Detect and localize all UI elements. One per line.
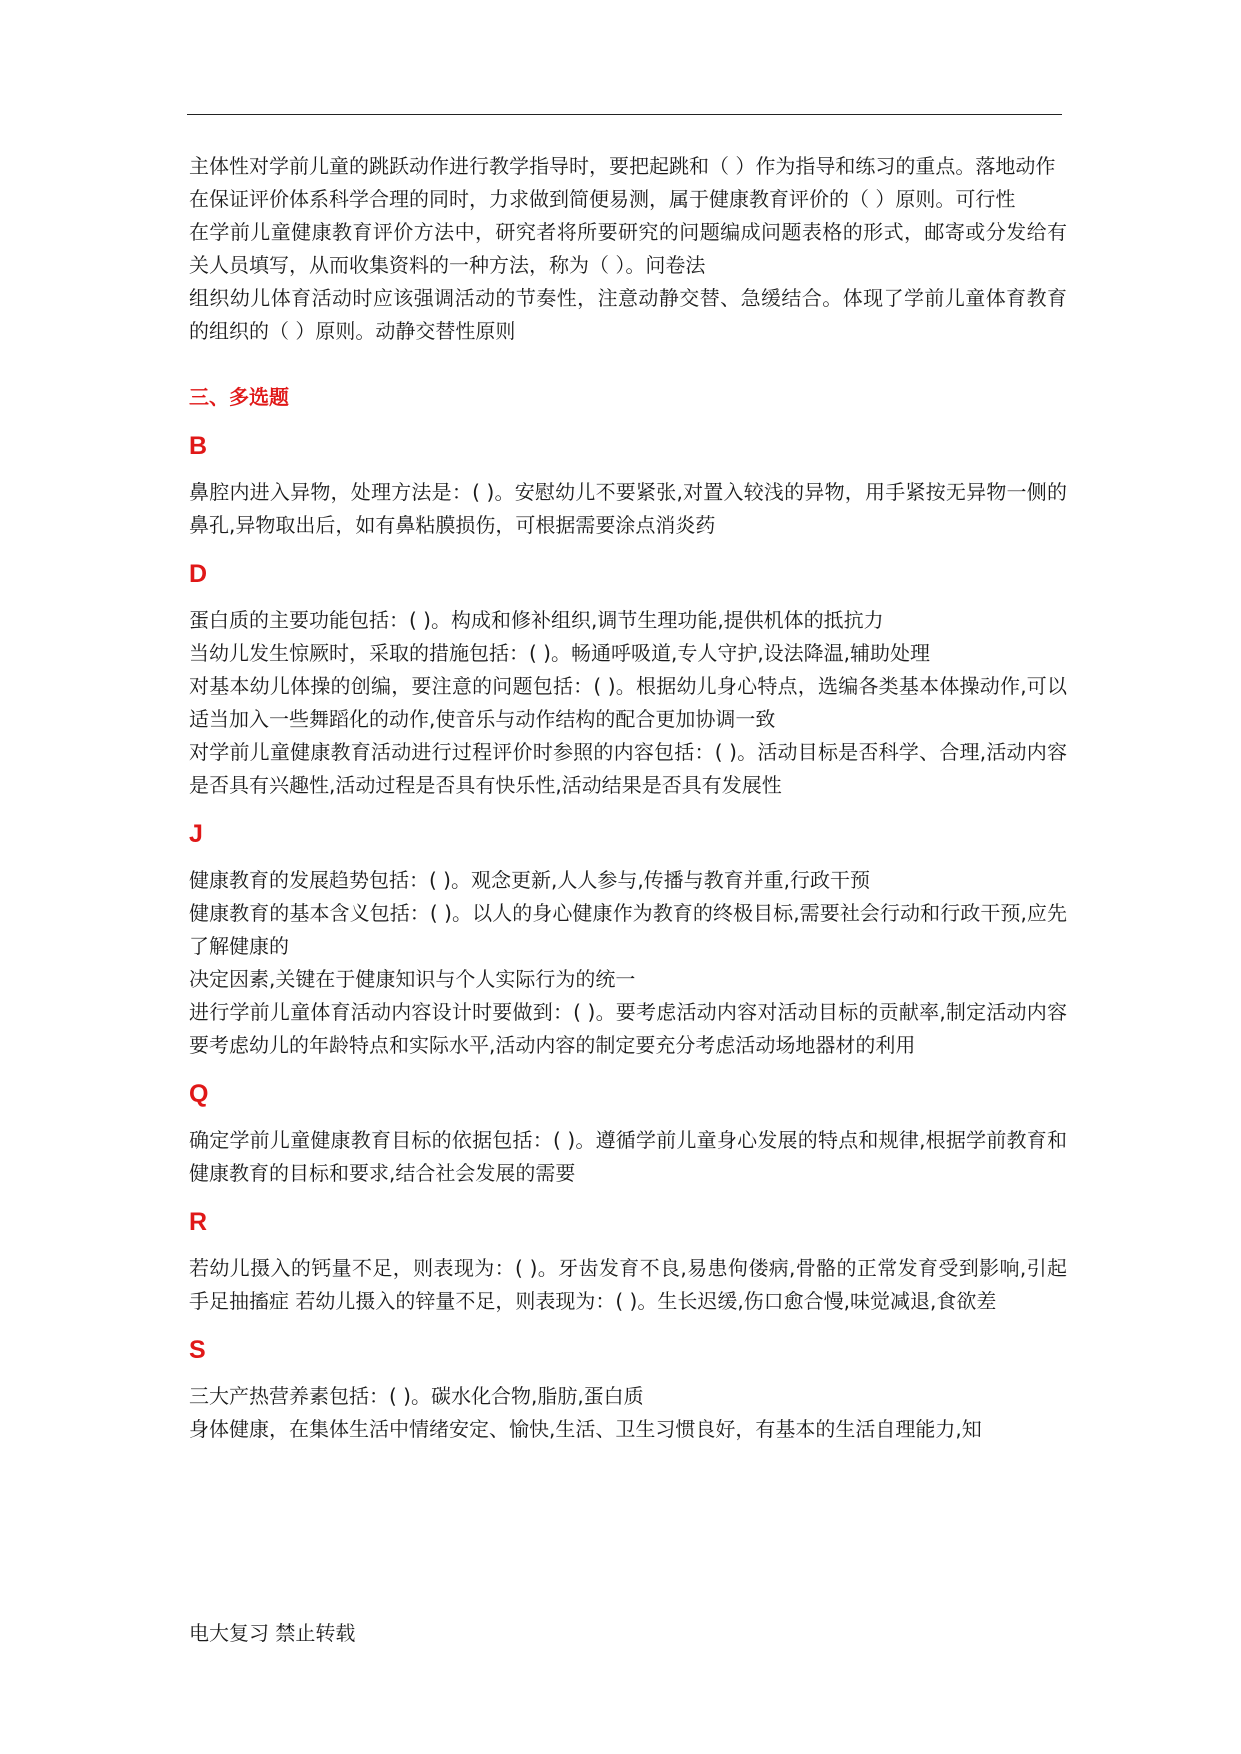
question-item: 对基本幼儿体操的创编，要注意的问题包括：( )。根据幼儿身心特点，选编各类基本体操动作,可以适当加入一些舞蹈化的动作,使音乐与动作结构的配合更加协调一致 xyxy=(189,674,1067,731)
group-letter: J xyxy=(189,820,203,848)
group-d xyxy=(189,559,1067,802)
question-item: 健康教育的基本含义包括：( )。以人的身心健康作为教育的终极目标,需要社会行动和行政干预,应先了解健康的 xyxy=(189,901,1067,958)
question-item: 决定因素,关键在于健康知识与个人实际行为的统一 xyxy=(189,967,636,991)
question-item: 身体健康，在集体生活中情绪安定、愉快,生活、卫生习惯良好，有基本的生活自理能力,知 xyxy=(189,1417,982,1441)
intro-line: 在学前儿童健康教育评价方法中，研究者将所要研究的问题编成问题表格的形式，邮寄或分发给有关人员填写，从而收集资料的一种方法，称为（ ）。问卷法 xyxy=(189,220,1067,277)
question-item: 若幼儿摄入的钙量不足，则表现为：( )。牙齿发育不良,易患佝偻病,骨骼的正常发育受到影响,引起手足抽搐症 若幼儿摄入的锌量不足，则表现为：( )。生长迟缓,伤口愈合慢,味觉减退,食欲差 xyxy=(189,1256,1067,1313)
question-item: 蛋白质的主要功能包括：( )。构成和修补组织,调节生理功能,提供机体的抵抗力 xyxy=(189,608,884,632)
group-letter: R xyxy=(189,1208,208,1236)
question-item: 进行学前儿童体育活动内容设计时要做到：( )。要考虑活动内容对活动目标的贡献率,制定活动内容要考虑幼儿的年龄特点和实际水平,活动内容的制定要充分考虑活动场地器材的利用 xyxy=(189,1000,1067,1057)
group-b xyxy=(189,431,1067,542)
intro-block xyxy=(189,150,1067,348)
section-title: 三、多选题 xyxy=(189,385,289,409)
intro-line: 主体性对学前儿童的跳跃动作进行教学指导时，要把起跳和（ ）作为指导和练习的重点。落地动作 xyxy=(189,154,1056,178)
intro-line: 组织幼儿体育活动时应该强调活动的节奏性，注意动静交替、急缓结合。体现了学前儿童体育教育的组织的（ ）原则。动静交替性原则 xyxy=(189,286,1067,343)
group-letter: S xyxy=(189,1336,206,1364)
header-rule xyxy=(187,114,1062,115)
question-item: 对学前儿童健康教育活动进行过程评价时参照的内容包括：( )。活动目标是否科学、合理,活动内容是否具有兴趣性,活动过程是否具有快乐性,活动结果是否具有发展性 xyxy=(189,740,1067,797)
document-body xyxy=(189,150,1067,1446)
question-item: 鼻腔内进入异物，处理方法是：( )。安慰幼儿不要紧张,对置入较浅的异物，用手紧按无异物一侧的鼻孔,异物取出后，如有鼻粘膜损伤，可根据需要涂点消炎药 xyxy=(189,480,1067,537)
page-footer: 电大复习 禁止转载 xyxy=(189,1621,356,1645)
question-item: 健康教育的发展趋势包括：( )。观念更新,人人参与,传播与教育并重,行政干预 xyxy=(189,868,871,892)
question-item: 确定学前儿童健康教育目标的依据包括：( )。遵循学前儿童身心发展的特点和规律,根据学前教育和健康教育的目标和要求,结合社会发展的需要 xyxy=(189,1128,1067,1185)
group-r xyxy=(189,1207,1067,1318)
group-s xyxy=(189,1335,1067,1446)
group-letter: B xyxy=(189,432,208,460)
group-j xyxy=(189,819,1067,1062)
group-letter: Q xyxy=(189,1080,209,1108)
question-item: 当幼儿发生惊厥时，采取的措施包括：( )。畅通呼吸道,专人守护,设法降温,辅助处理 xyxy=(189,641,931,665)
group-q xyxy=(189,1079,1067,1190)
question-item: 三大产热营养素包括：( )。碳水化合物,脂肪,蛋白质 xyxy=(189,1384,644,1408)
intro-line: 在保证评价体系科学合理的同时，力求做到简便易测，属于健康教育评价的（ ）原则。可行性 xyxy=(189,187,1016,211)
group-letter: D xyxy=(189,560,208,588)
